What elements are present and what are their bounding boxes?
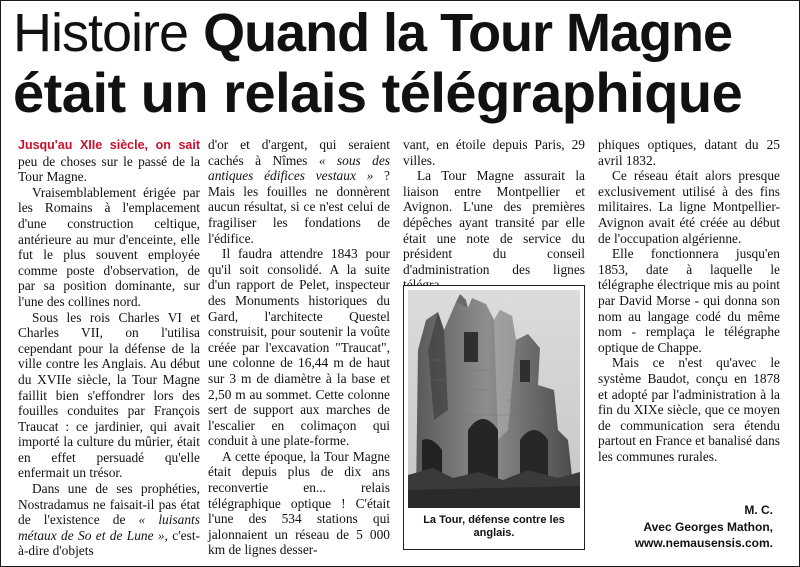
author-credits: [599, 502, 773, 552]
paragraph-text: , c'est-à-dire d'objets: [18, 527, 201, 559]
paragraph: A cette époque, la Tour Magne était depuis plus de dix ans reconvertie en... relais télégraphique optique ! C'était l'une des 534 stations qui jalonnaient un réseau de 5 000 km de lignes desser-: [208, 448, 390, 558]
paragraph: phiques optiques, datant du 25 avril 1832.: [598, 137, 780, 168]
paragraph-text: Dans une de ses prophéties, Nostradamus ne faisait-il pas état de l'existence de: [18, 481, 200, 528]
headline-title-line-2: était un relais télégraphique: [13, 61, 743, 124]
photo-frame: [403, 285, 585, 550]
quotation: « luisants métaux de So et de Lune »: [18, 512, 200, 543]
article-column-2: [208, 137, 390, 558]
paragraph: Vraisemblablement érigée par les Romains à l'emplacement d'une construction celtique, antérieure au mur d'enceinte, elle fut le plus souvent employée comme poste d'observation, de par sa position dominante, sur l'une des collines nord.: [18, 184, 200, 309]
paragraph: Mais ce n'est qu'avec le système Baudot, conçu en 1878 et adopté par l'administration à la fin du XIXe siècle, que ce moyen de communication sera étendu partout en France et banalisé dans les communes rurales.: [598, 355, 780, 464]
website-credit: www.nemausensis.com.: [634, 536, 773, 550]
photo-caption: La Tour, défense contre les anglais.: [423, 514, 565, 539]
headline-title-line-1: Quand la Tour Magne: [203, 3, 733, 63]
author-initials: M. C.: [744, 503, 773, 517]
paragraph: vant, en étoile depuis Paris, 29 villes.: [403, 137, 585, 168]
paragraph-text: peu de choses sur le passé de la Tour Magne.: [18, 153, 200, 185]
lead-in: Jusqu'au XIIe siècle, on sait: [18, 138, 200, 152]
paragraph: Il faudra attendre 1843 pour qu'il soit consolidé. A la suite d'un rapport de Pelet, inspecteur des Monuments historiques du Gard, l'architecte Questel construisit, pour soutenir la voûte créée par l'excavation "Traucat", une colonne de 16,44 m de haut sur 3 m de diamètre à la base et 2,50 m au sommet. Cette colonne sert de support aux marches de l'escalier en colimaçon qui conduit à une plate-forme.: [208, 246, 390, 449]
paragraph: La Tour Magne assurait la liaison entre Montpellier et Avignon. L'une des premières dépêches ayant transité par elle était une note de service du président du conseil d'administration des lignes: [403, 168, 585, 277]
headline-category: Histoire: [13, 3, 189, 63]
tour-magne-photo: [408, 290, 580, 508]
headline-line-1: [13, 1, 732, 65]
paragraph: Elle fonctionnera jusqu'en 1853, date à laquelle le télégraphe électrique mis au point par David Morse - qui donna son nom au langage codé du même nom - remplaça le télégraphe optique de Chappe.: [598, 246, 780, 355]
article-column-3: [403, 137, 585, 277]
collaborator-credit: Avec Georges Mathon,: [643, 519, 773, 534]
paragraph-text: d'or et d'argent, qui seraient cachés à Nîmes: [208, 137, 390, 168]
paragraph: Ce réseau était alors presque exclusivement utilisé à des fins militaires. La ligne Montpellier-Avignon avait été créée au début de l'occupation algérienne.: [598, 168, 780, 246]
paragraph: [18, 137, 200, 185]
paragraph: Sous les rois Charles VI et Charles VII, on l'utilisa cependant pour la défense de la ville contre les Anglais. Au début du XVIIe siècle, la Tour Magne faillit bien s'effondrer lors des fouilles conduites par François Traucat : ce jardinier, qui avait importé la culture du mûrier, était en effet persuadé qu'elle enfermait un trésor.: [18, 309, 200, 481]
paragraph: [208, 137, 390, 246]
headline: [13, 1, 793, 126]
article-column-1: [18, 137, 200, 559]
paragraph-text: ? Mais les fouilles ne donnèrent aucun résultat, si ce n'est celui de fragiliser les fondations de l'édifice.: [208, 168, 391, 246]
paragraph: [18, 481, 200, 559]
quotation: « sous des antiques édifices vestaux »: [208, 152, 390, 184]
article-column-4: [598, 137, 780, 464]
